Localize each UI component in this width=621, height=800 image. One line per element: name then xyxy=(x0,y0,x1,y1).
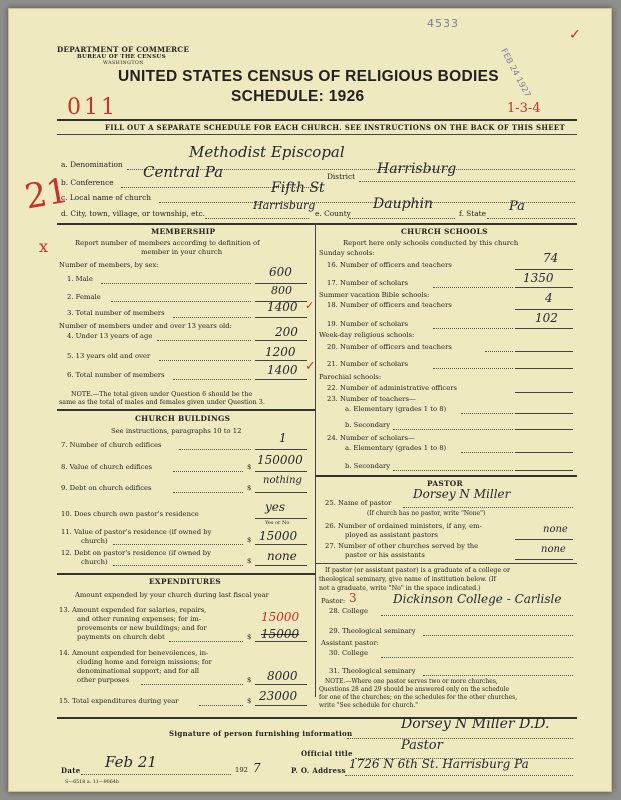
q28-red-mark: 3 xyxy=(349,591,357,605)
date-label: Date xyxy=(61,766,81,775)
pastor-note-line3: for one of the churches; on the schedules for the other churches, xyxy=(319,694,518,701)
date-value: Feb 21 xyxy=(105,753,157,771)
age-split-label: Number of members under and over 13 years old: xyxy=(59,322,232,330)
q27-label-line2: pastor or his assistants xyxy=(345,551,425,559)
q16-value: 74 xyxy=(543,251,559,265)
pastor-heading: PASTOR xyxy=(427,479,463,488)
q10-residence-value: yes xyxy=(265,500,286,514)
city-value: Harrisburg xyxy=(253,199,316,212)
yes-or-no-hint: Yes or No xyxy=(265,520,290,526)
weekday-schools-label: Week-day religious schools: xyxy=(319,331,415,339)
q13-label-line3: provements or new buildings; and for xyxy=(77,624,207,632)
q1-male-label: 1. Male xyxy=(67,275,93,283)
schedule-title: SCHEDULE: 1926 xyxy=(231,88,365,105)
conference-value: Central Pa xyxy=(143,163,224,181)
q8-value-label: 8. Value of church edifices xyxy=(61,463,153,471)
margin-mark-x: x xyxy=(39,237,49,256)
q24a-label: a. Elementary (grades 1 to 8) xyxy=(345,444,447,452)
q11-label-line1: 11. Value of pastor's residence (if owned by xyxy=(61,528,212,536)
church-buildings-heading: CHURCH BUILDINGS xyxy=(135,414,231,423)
schools-intro: Report here only schools conducted by this church xyxy=(343,239,519,247)
q23b-label: b. Secondary xyxy=(345,421,391,429)
membership-intro-line2: member in your church xyxy=(141,248,223,256)
pastor-sub-label: Pastor: xyxy=(321,597,346,605)
city-label: d. City, town, village, or township, etc. xyxy=(61,209,206,218)
dollar-sign: $ xyxy=(247,484,252,492)
q4-under-13-value: 200 xyxy=(275,325,298,339)
q19-label: 19. Number of scholars xyxy=(327,320,409,328)
q23-label: 23. Number of teachers— xyxy=(327,395,416,403)
q24b-label: b. Secondary xyxy=(345,462,391,470)
expenditures-intro: Amount expended by your church during last fiscal year xyxy=(75,591,269,599)
district-label: District xyxy=(327,172,356,181)
graduate-note-line3: not a graduate, write "No" in the space indicated.) xyxy=(319,585,481,592)
graduate-note-line1: If pastor (or assistant pastor) is a graduate of a college or xyxy=(325,567,510,574)
q4-under-13-label: 4. Under 13 years of age xyxy=(67,332,153,340)
q14-label-line4: other purposes xyxy=(77,676,130,684)
q22-label: 22. Number of administrative officers xyxy=(327,384,457,392)
q18-label: 18. Number of officers and teachers xyxy=(327,301,452,309)
membership-note-line2: same as the total of males and females given under Question 3. xyxy=(59,398,265,406)
q6-total-value: 1400 xyxy=(267,363,298,377)
dollar-sign: $ xyxy=(247,463,252,471)
q8-value-value: 150000 xyxy=(257,453,303,467)
q2-female-label: 2. Female xyxy=(67,293,101,301)
q29-seminary-label: 29. Theological seminary xyxy=(329,627,416,635)
q9-debt-label: 9. Debt on church edifices xyxy=(61,484,152,492)
q20-label: 20. Number of officers and teachers xyxy=(327,343,452,351)
by-sex-label: Number of members, by sex: xyxy=(59,261,159,269)
q15-total-value: 23000 xyxy=(259,689,298,703)
expenditures-heading: EXPENDITURES xyxy=(149,577,221,586)
bureau-name: BUREAU OF THE CENSUS xyxy=(77,54,166,60)
q12-value: none xyxy=(267,549,297,563)
handwritten-id-number: 011 xyxy=(67,95,118,120)
form-number: S—6518 a. 11—9064b xyxy=(65,780,119,785)
margin-mark-number: 21 xyxy=(21,170,72,218)
vacation-schools-label: Summer vacation Bible schools: xyxy=(319,291,430,299)
census-schedule-page xyxy=(8,8,612,792)
q11-value: 15000 xyxy=(259,529,298,543)
local-name-label: c. Local name of church xyxy=(61,193,151,202)
county-label: e. County xyxy=(315,209,351,218)
q11-label-line2: church) xyxy=(81,537,108,545)
q28-college-label: 28. College xyxy=(329,607,369,615)
conference-label: b. Conference xyxy=(61,178,114,187)
q27-label-line1: 27. Number of other churches served by the xyxy=(325,542,479,550)
stamp-number: 4533 xyxy=(427,17,459,30)
signature-value: Dorsey N Miller D.D. xyxy=(401,716,550,732)
q12-label-line2: church) xyxy=(81,558,108,566)
check-mark-icon: ✓ xyxy=(305,299,315,312)
q7-edifices-value: 1 xyxy=(279,431,287,445)
q5-over-13-value: 1200 xyxy=(265,345,296,359)
q24-label: 24. Number of scholars— xyxy=(327,434,415,442)
q14-value: 8000 xyxy=(267,669,298,683)
q5-over-13-label: 5. 13 years old and over xyxy=(67,352,151,360)
q1-male-value: 600 xyxy=(269,265,292,279)
pastor-note-line2: Questions 28 and 29 should be answered only on the schedule xyxy=(319,686,510,693)
q13-label-line2: and other running expenses; for im- xyxy=(77,615,202,623)
q13-value-correction: 15000 xyxy=(261,610,300,624)
q25-label: 25. Name of pastor xyxy=(325,499,392,507)
parochial-schools-label: Parochial schools: xyxy=(319,373,382,381)
q17-label: 17. Number of scholars xyxy=(327,279,409,287)
local-name-value: Fifth St xyxy=(271,180,325,196)
assistant-pastor-label: Assistant pastor: xyxy=(321,639,379,647)
q26-value: none xyxy=(543,524,568,535)
q7-edifices-label: 7. Number of church edifices xyxy=(61,441,162,449)
dollar-sign: $ xyxy=(247,557,252,565)
state-value: Pa xyxy=(509,199,525,214)
q25-pastor-name-value: Dorsey N Miller xyxy=(413,487,511,501)
q14-label-line2: cluding home and foreign missions; for xyxy=(77,658,212,666)
q9-debt-value: nothing xyxy=(263,475,302,486)
denomination-value: Methodist Episcopal xyxy=(189,143,345,161)
sunday-schools-label: Sunday schools: xyxy=(319,249,375,257)
q6-total-label: 6. Total number of members xyxy=(67,371,165,379)
q3-total-label: 3. Total number of members xyxy=(67,309,165,317)
q23a-label: a. Elementary (grades 1 to 8) xyxy=(345,405,447,413)
q10-residence-label: 10. Does church own pastor's residence xyxy=(61,510,199,518)
q25-hint: (If church has no pastor, write "None") xyxy=(367,510,486,517)
q30-college-label: 30. College xyxy=(329,649,369,657)
q18-value: 4 xyxy=(545,291,553,305)
q2-female-value: 800 xyxy=(271,284,292,297)
official-title-value: Pastor xyxy=(401,738,443,753)
q28-college-value: Dickinson College - Carlisle xyxy=(393,592,562,606)
q13-label-line4: payments on church debt xyxy=(77,633,165,641)
q3-total-value: 1400 xyxy=(267,300,298,314)
q15-total-label: 15. Total expenditures during year xyxy=(59,697,179,705)
department-name: DEPARTMENT OF COMMERCE xyxy=(57,45,190,54)
handwritten-code: 1-3-4 xyxy=(507,101,541,116)
year-prefix: 192 xyxy=(235,766,248,774)
buildings-instructions: See instructions, paragraphs 10 to 12 xyxy=(111,427,242,435)
district-value: Harrisburg xyxy=(377,161,457,177)
denomination-label: a. Denomination xyxy=(61,160,123,169)
dollar-sign: $ xyxy=(247,697,252,705)
q31-seminary-label: 31. Theological seminary xyxy=(329,667,416,675)
q17-value: 1350 xyxy=(523,271,554,285)
q19-value: 102 xyxy=(535,311,558,325)
received-date-stamp: FEB 24 1927 xyxy=(498,47,533,100)
address-value: 1726 N 6th St. Harrisburg Pa xyxy=(349,757,529,771)
graduate-note-line2: theological seminary, give name of institution below. (If xyxy=(319,576,497,583)
dollar-sign: $ xyxy=(247,536,252,544)
signature-label: Signature of person furnishing information xyxy=(169,729,353,738)
year-value: 7 xyxy=(253,761,261,775)
q14-label-line3: denominational support; and for all xyxy=(77,667,200,675)
q13-label-line1: 13. Amount expended for salaries, repairs, xyxy=(59,606,207,614)
membership-heading: MEMBERSHIP xyxy=(151,227,216,236)
pastor-note-line4: write "See schedule for church." xyxy=(319,702,419,709)
county-value: Dauphin xyxy=(373,196,434,212)
q12-label-line1: 12. Debt on pastor's residence (if owned by xyxy=(61,549,211,557)
check-mark-icon: ✓ xyxy=(305,359,316,374)
bureau-city: WASHINGTON xyxy=(103,61,144,66)
q13-value: 15000 xyxy=(261,627,300,641)
dollar-sign: $ xyxy=(247,633,252,641)
dollar-sign: $ xyxy=(247,676,252,684)
church-schools-heading: CHURCH SCHOOLS xyxy=(401,227,488,236)
q14-label-line1: 14. Amount expended for benevolences, in- xyxy=(59,649,209,657)
q21-label: 21. Number of scholars xyxy=(327,360,409,368)
state-label: f. State xyxy=(459,209,486,218)
q26-label-line1: 26. Number of ordained ministers, if any, em- xyxy=(325,522,482,530)
instructions-banner: FILL OUT A SEPARATE SCHEDULE FOR EACH CHURCH. SEE INSTRUCTIONS ON THE BACK OF THIS SHEET xyxy=(105,123,566,132)
membership-intro-line1: Report number of members according to definition of xyxy=(75,239,260,247)
q27-value: none xyxy=(541,544,566,555)
membership-note-line1: NOTE.—The total given under Question 6 should be the xyxy=(71,390,253,398)
pastor-note-line1: NOTE.—Where one pastor serves two or more churches, xyxy=(325,678,498,685)
q16-label: 16. Number of officers and teachers xyxy=(327,261,452,269)
red-check-icon: ✓ xyxy=(569,27,581,43)
form-title: UNITED STATES CENSUS OF RELIGIOUS BODIES xyxy=(118,68,499,85)
official-title-label: Official title xyxy=(301,749,353,758)
q26-label-line2: ployed as assistant pastors xyxy=(345,531,438,539)
address-label: P. O. Address xyxy=(291,766,346,775)
